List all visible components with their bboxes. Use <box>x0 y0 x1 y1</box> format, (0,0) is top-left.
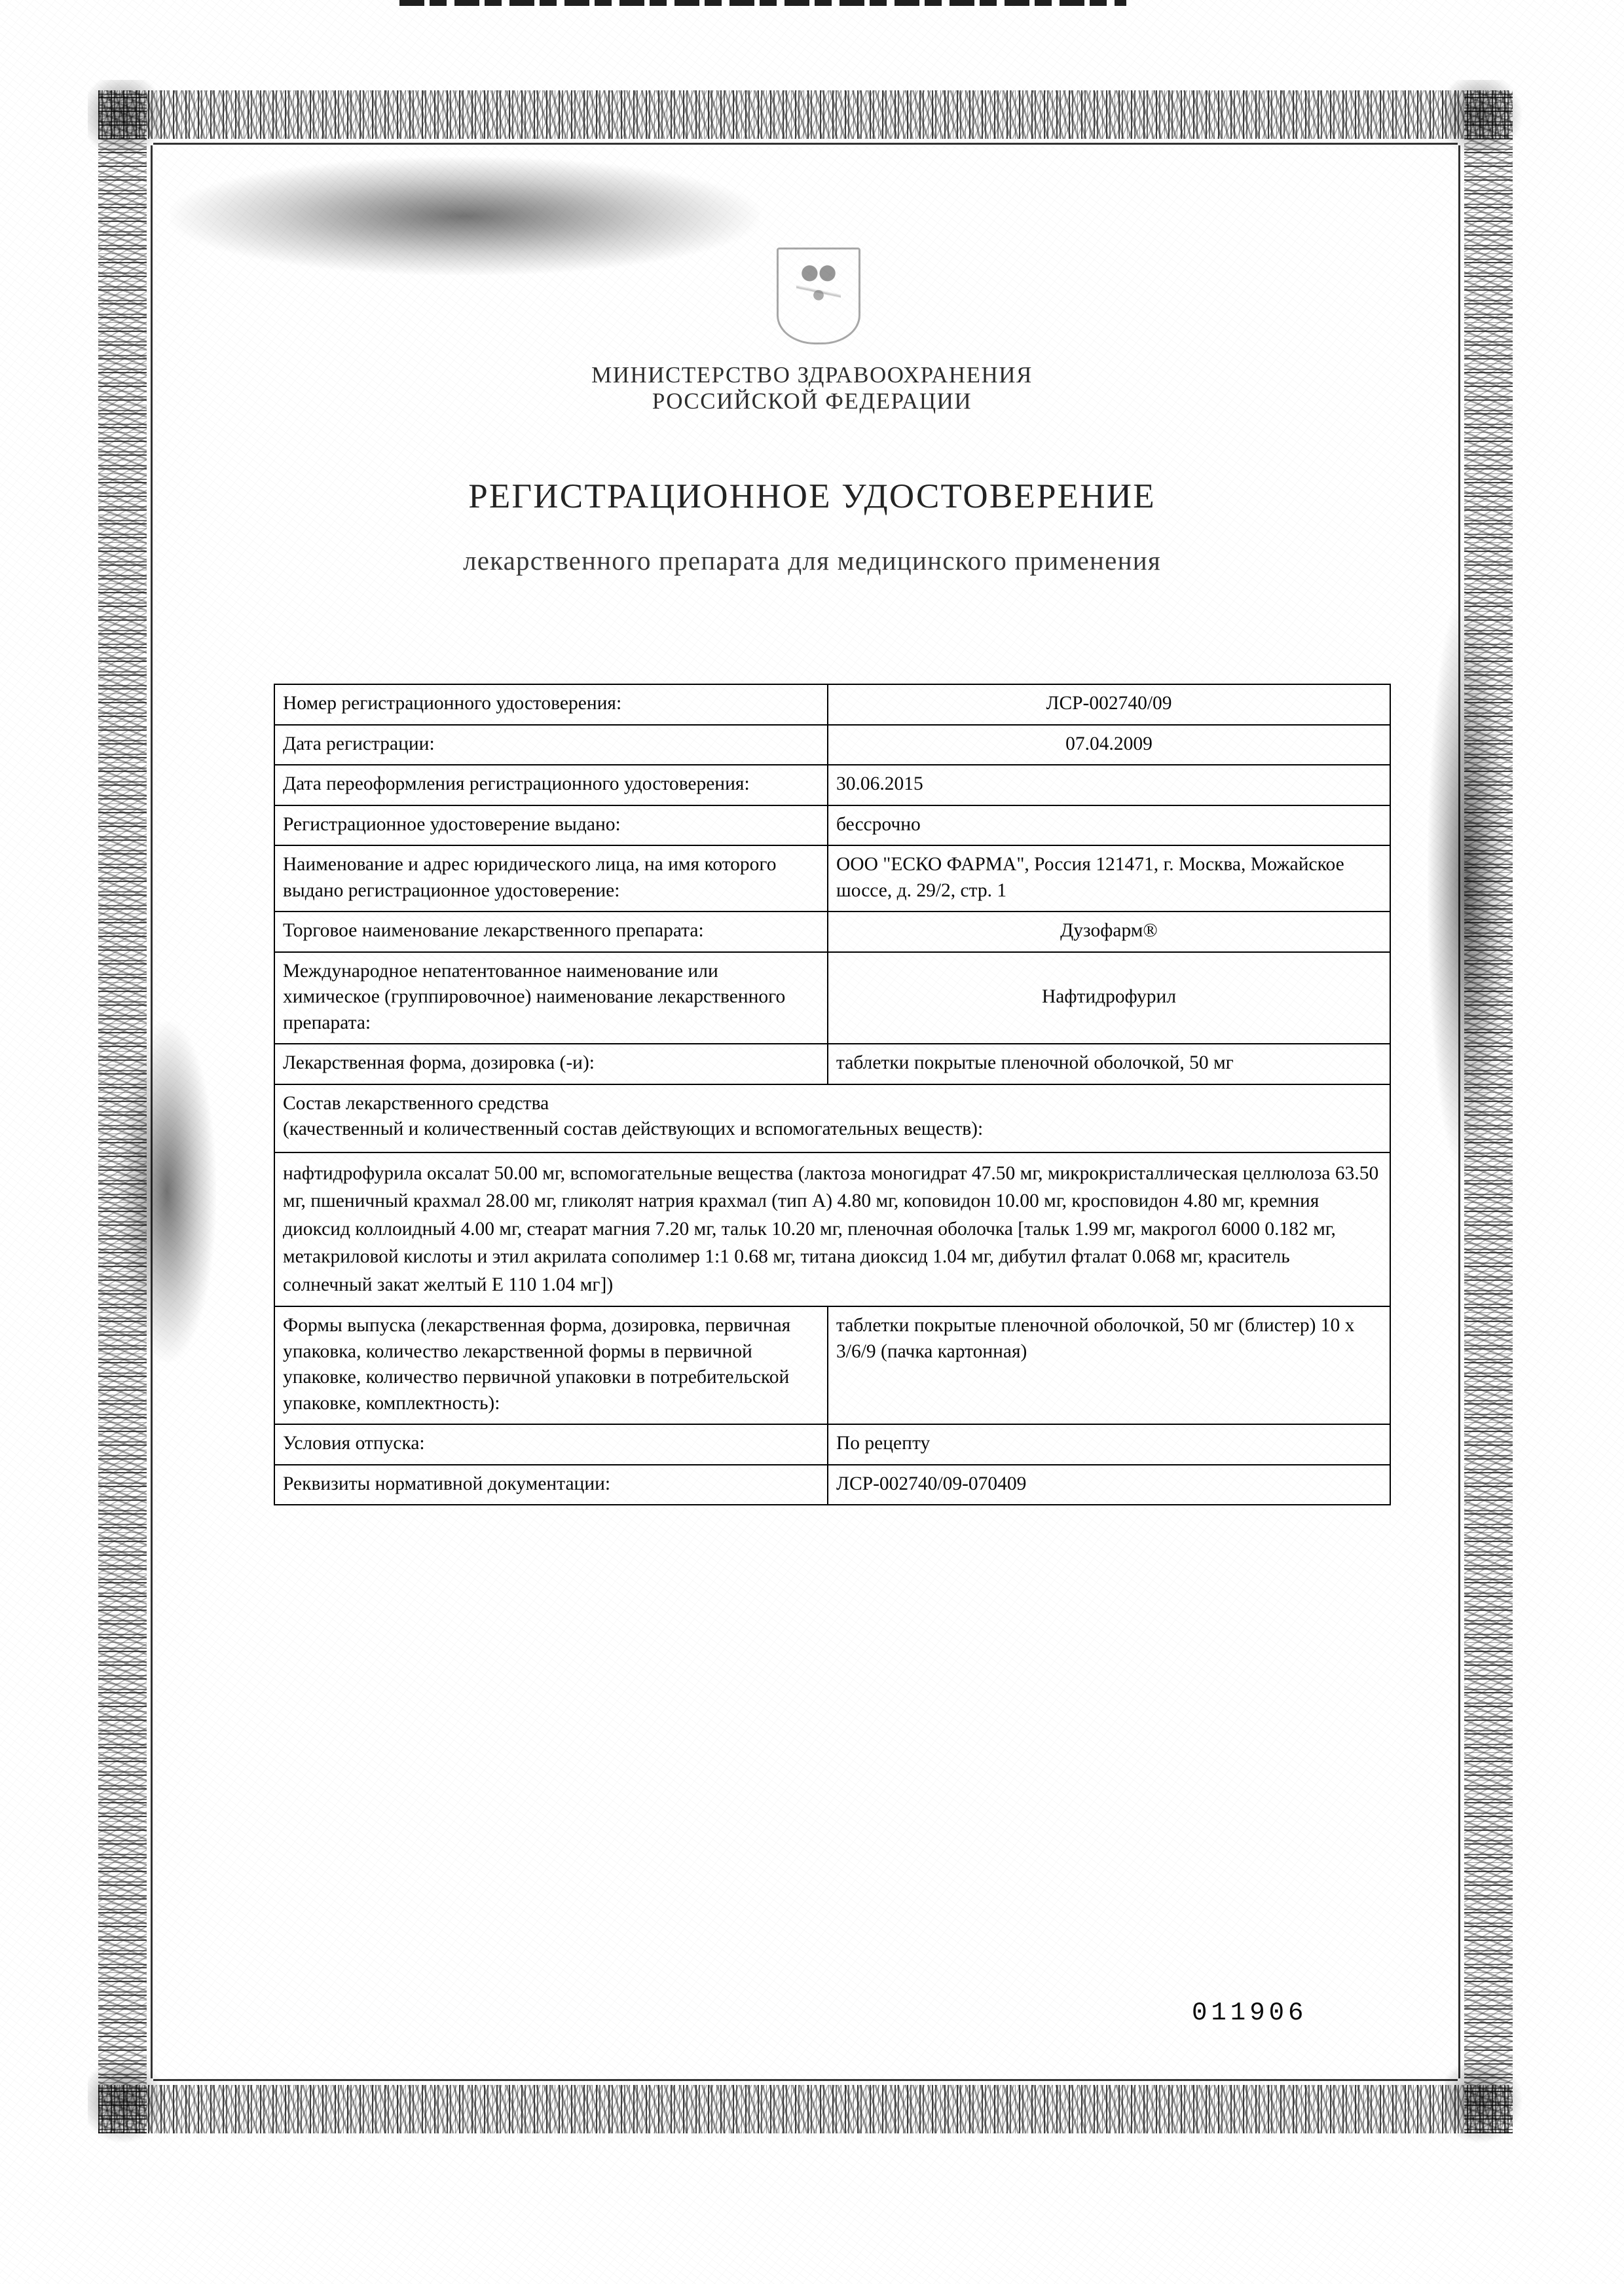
table-row <box>274 1044 1390 1084</box>
composition-heading-line-2: (качественный и количественный состав действующих и вспомогательных веществ): <box>283 1118 984 1140</box>
row-value: ЛСР-002740/09 <box>828 684 1390 725</box>
coat-of-arms-emblem <box>777 248 860 344</box>
composition-body-row <box>274 1152 1390 1306</box>
row-label: Торговое наименование лекарственного препарата: <box>274 912 828 952</box>
row-label: Дата переоформления регистрационного удостоверения: <box>274 765 828 805</box>
table-row <box>274 684 1390 725</box>
row-label: Формы выпуска (лекарственная форма, дозировка, первичная упаковка, количество лекарственной формы в первичной упаковке, количество первичной упаковки в потребительской упаковке, комплектность): <box>274 1306 828 1424</box>
scan-smudge-left <box>118 1022 216 1362</box>
page-subtitle: лекарственного препарата для медицинского применения <box>463 545 1161 576</box>
composition-heading-cell <box>274 1084 1390 1152</box>
scan-smudge-top <box>170 157 760 275</box>
composition-body-text: нафтидрофурила оксалат 50.00 мг, вспомогательные вещества (лактоза моногидрат 47.50 мг, микрокристаллическая целлюлоза 63.50 мг, пшеничный крахмал 28.00 мг, гликолят натрия крахмал (тип А) 4.80 мг, коповидон 10.00 мг, кросповидон 4.80 мг, кремния диоксид коллоидный 4.00 мг, стеарат магния 7.20 мг, тальк 10.20 мг, пленочная оболочка [тальк 1.99 мг, макрогол 6000 0.182 мг, метакриловой кислоты и этил акрилата сополимер 1:1 0.68 мг, титана диоксид 1.04 мг, дибутил фталат 0.068 мг, краситель солнечный закат желтый Е 110 1.04 мг]) <box>274 1152 1390 1306</box>
row-label: Наименование и адрес юридического лица, на имя которого выдано регистрационное удостоверение: <box>274 845 828 912</box>
scan-artifact-top <box>399 0 1126 6</box>
table-row <box>274 845 1390 912</box>
border-rule-top <box>153 143 1458 145</box>
table-row <box>274 725 1390 765</box>
table-row <box>274 912 1390 952</box>
corner-smudge-bottom-left <box>88 2065 166 2144</box>
border-rule-left <box>151 145 153 2078</box>
ministry-name-line-2: РОССИЙСКОЙ ФЕДЕРАЦИИ <box>652 388 972 414</box>
row-value: Дузофарм® <box>828 912 1390 952</box>
row-value: 30.06.2015 <box>828 765 1390 805</box>
row-value: 07.04.2009 <box>828 725 1390 765</box>
row-value: бессрочно <box>828 805 1390 846</box>
row-label: Лекарственная форма, дозировка (-и): <box>274 1044 828 1084</box>
table-row <box>274 1465 1390 1505</box>
row-value: таблетки покрытые пленочной оболочкой, 50 мг (блистер) 10 х 3/6/9 (пачка картонная) <box>828 1306 1390 1424</box>
row-label: Международное непатентованное наименование или химическое (группировочное) наименование лекарственного препарата: <box>274 952 828 1044</box>
composition-heading-row <box>274 1084 1390 1152</box>
row-value: ЛСР-002740/09-070409 <box>828 1465 1390 1505</box>
corner-smudge-top-right <box>1445 80 1523 158</box>
row-label: Дата регистрации: <box>274 725 828 765</box>
border-band-top <box>98 90 1513 139</box>
border-rule-right <box>1458 145 1460 2078</box>
table-row <box>274 952 1390 1044</box>
row-value: ООО "ЕСКО ФАРМА", Россия 121471, г. Москва, Можайское шоссе, д. 29/2, стр. 1 <box>828 845 1390 912</box>
document-serial-number: 011906 <box>1192 1998 1308 2027</box>
row-label: Условия отпуска: <box>274 1424 828 1465</box>
registration-details-table <box>274 684 1391 1505</box>
table-row <box>274 805 1390 846</box>
row-value: таблетки покрытые пленочной оболочкой, 50 мг <box>828 1044 1390 1084</box>
corner-smudge-bottom-right <box>1445 2065 1523 2144</box>
table-row <box>274 1424 1390 1465</box>
row-label: Номер регистрационного удостоверения: <box>274 684 828 725</box>
table-row <box>274 765 1390 805</box>
corner-smudge-top-left <box>88 80 166 158</box>
row-value: По рецепту <box>828 1424 1390 1465</box>
ministry-name-line-1: МИНИСТЕРСТВО ЗДРАВООХРАНЕНИЯ <box>591 362 1033 388</box>
page-title: РЕГИСТРАЦИОННОЕ УДОСТОВЕРЕНИЕ <box>468 477 1156 515</box>
table-row <box>274 1306 1390 1424</box>
row-value: Нафтидрофурил <box>828 952 1390 1044</box>
row-label: Реквизиты нормативной документации: <box>274 1465 828 1505</box>
row-label: Регистрационное удостоверение выдано: <box>274 805 828 846</box>
border-band-bottom <box>98 2085 1513 2133</box>
composition-heading-line-1: Состав лекарственного средства <box>283 1092 549 1114</box>
scan-smudge-right <box>1428 589 1506 1179</box>
border-rule-bottom <box>153 2079 1458 2081</box>
